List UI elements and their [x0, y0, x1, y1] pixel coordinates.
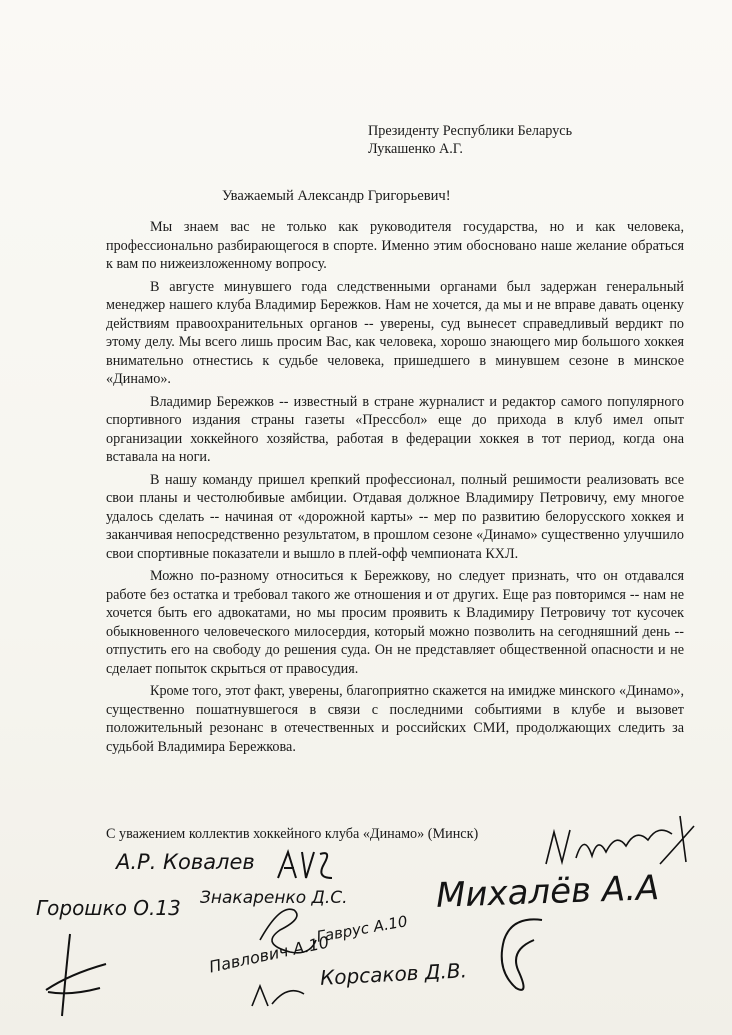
paragraph: Можно по-разному относиться к Бережкову, но следует признать, что он отдавался работе без остатка и требовал такого же отношения и от других. Еще раз повторимся -- нам не хочется быть его адвокатами, но мы просим проявить к Владимиру Петровичу тот кусочек обыкновенного человеческого милосердия, который можно позволить на сегодняшний день -- отпустить его на свободу до решения суда. Он не представляет общественной опасности и не сделает попыток скрыться от правосудия.	[106, 568, 684, 677]
addressee-title: Президенту Республики Беларусь	[368, 123, 573, 139]
signature-scribble-center-icon	[250, 900, 320, 960]
signature-mikhalev	[435, 868, 659, 916]
signature-text: Павлович А.10	[207, 932, 331, 977]
signature-scribble-left-icon	[40, 930, 110, 1020]
signature-gavrus	[315, 912, 409, 946]
signature-scribble-icon	[276, 848, 336, 882]
signature-text: Корсаков Д.В.	[319, 958, 468, 990]
letter-body	[106, 218, 684, 760]
paragraph: Мы знаем вас не только как руководителя государства, но и как человека, профессионально разбирающегося в спорте. Именно этим обосновано наше желание обраться к вам по нижеизложенному вопросу.	[106, 219, 684, 272]
paragraph: Кроме того, этот факт, уверены, благоприятно скажется на имидже минского «Динамо», существенно пошатнувшегося в связи с последними событиями в клубе и вызовет положительный резонанс в отечественных и российских СМИ, продолжающих следить за судьбой Владимира Бережкова.	[106, 683, 684, 755]
signature-scribble-top-right-icon	[540, 802, 700, 872]
greeting: Уважаемый Александр Григорьевич!	[222, 188, 451, 204]
signature-text: Гаврус А.10	[315, 912, 409, 946]
signature-korsakov	[319, 958, 467, 990]
addressee-name: Лукашенко А.Г.	[368, 141, 463, 157]
signature-scribble-right-icon	[482, 910, 552, 1000]
signature-goroshko	[36, 896, 181, 920]
signature-text: Горошко О.13	[36, 896, 181, 920]
paragraph: В нашу команду пришел крепкий профессионал, полный решимости реализовать все свои планы и честолюбивые амбиции. Отдавая должное Владимиру Петровичу, ему многое удалось сделать -- начиная от «дорожной карты» -- мер по развитию белорусского хоккея и заканчивая непосредственно результатом, в прошлом сезоне «Динамо» существенно улучшило свои спортивные показатели и вышло в плей-офф чемпионата КХЛ.	[106, 471, 684, 562]
signature-text: Михалёв А.А	[435, 868, 660, 916]
closing-line: С уважением коллектив хоккейного клуба «Динамо» (Минск)	[106, 826, 479, 842]
addressee-block	[368, 122, 572, 158]
paragraph: В августе минувшего года следственными органами был задержан генеральный менеджер нашего клуба Владимир Бережков. Нам не хочется, да мы и не вправе давать оценку действиям правоохранительных органов -- уверены, суд вынесет справедливый вердикт по этому делу. Мы всего лишь просим Вас, как человека, хорошо знающего мир большого хоккея внимательно отнестись к судьбе человека, пришедшего в минувшем сезоне в минское «Динамо».	[106, 278, 684, 387]
bleed-through-handwriting	[60, 28, 720, 98]
paragraph: Владимир Бережков -- известный в стране журналист и редактор самого популярного спортивного издания страны газеты «Прессбол» еще до прихода в клуб имел опыт организации хоккейного хозяйства, работая в федерации хоккея в тот период, когда она вставала на ноги.	[106, 393, 684, 465]
signature-kovalev	[116, 850, 255, 874]
signature-text: А.Р. Ковалев	[116, 850, 255, 874]
signature-scribble-bottom-icon	[248, 980, 308, 1010]
signature-text: Знакаренко Д.С.	[200, 888, 348, 908]
